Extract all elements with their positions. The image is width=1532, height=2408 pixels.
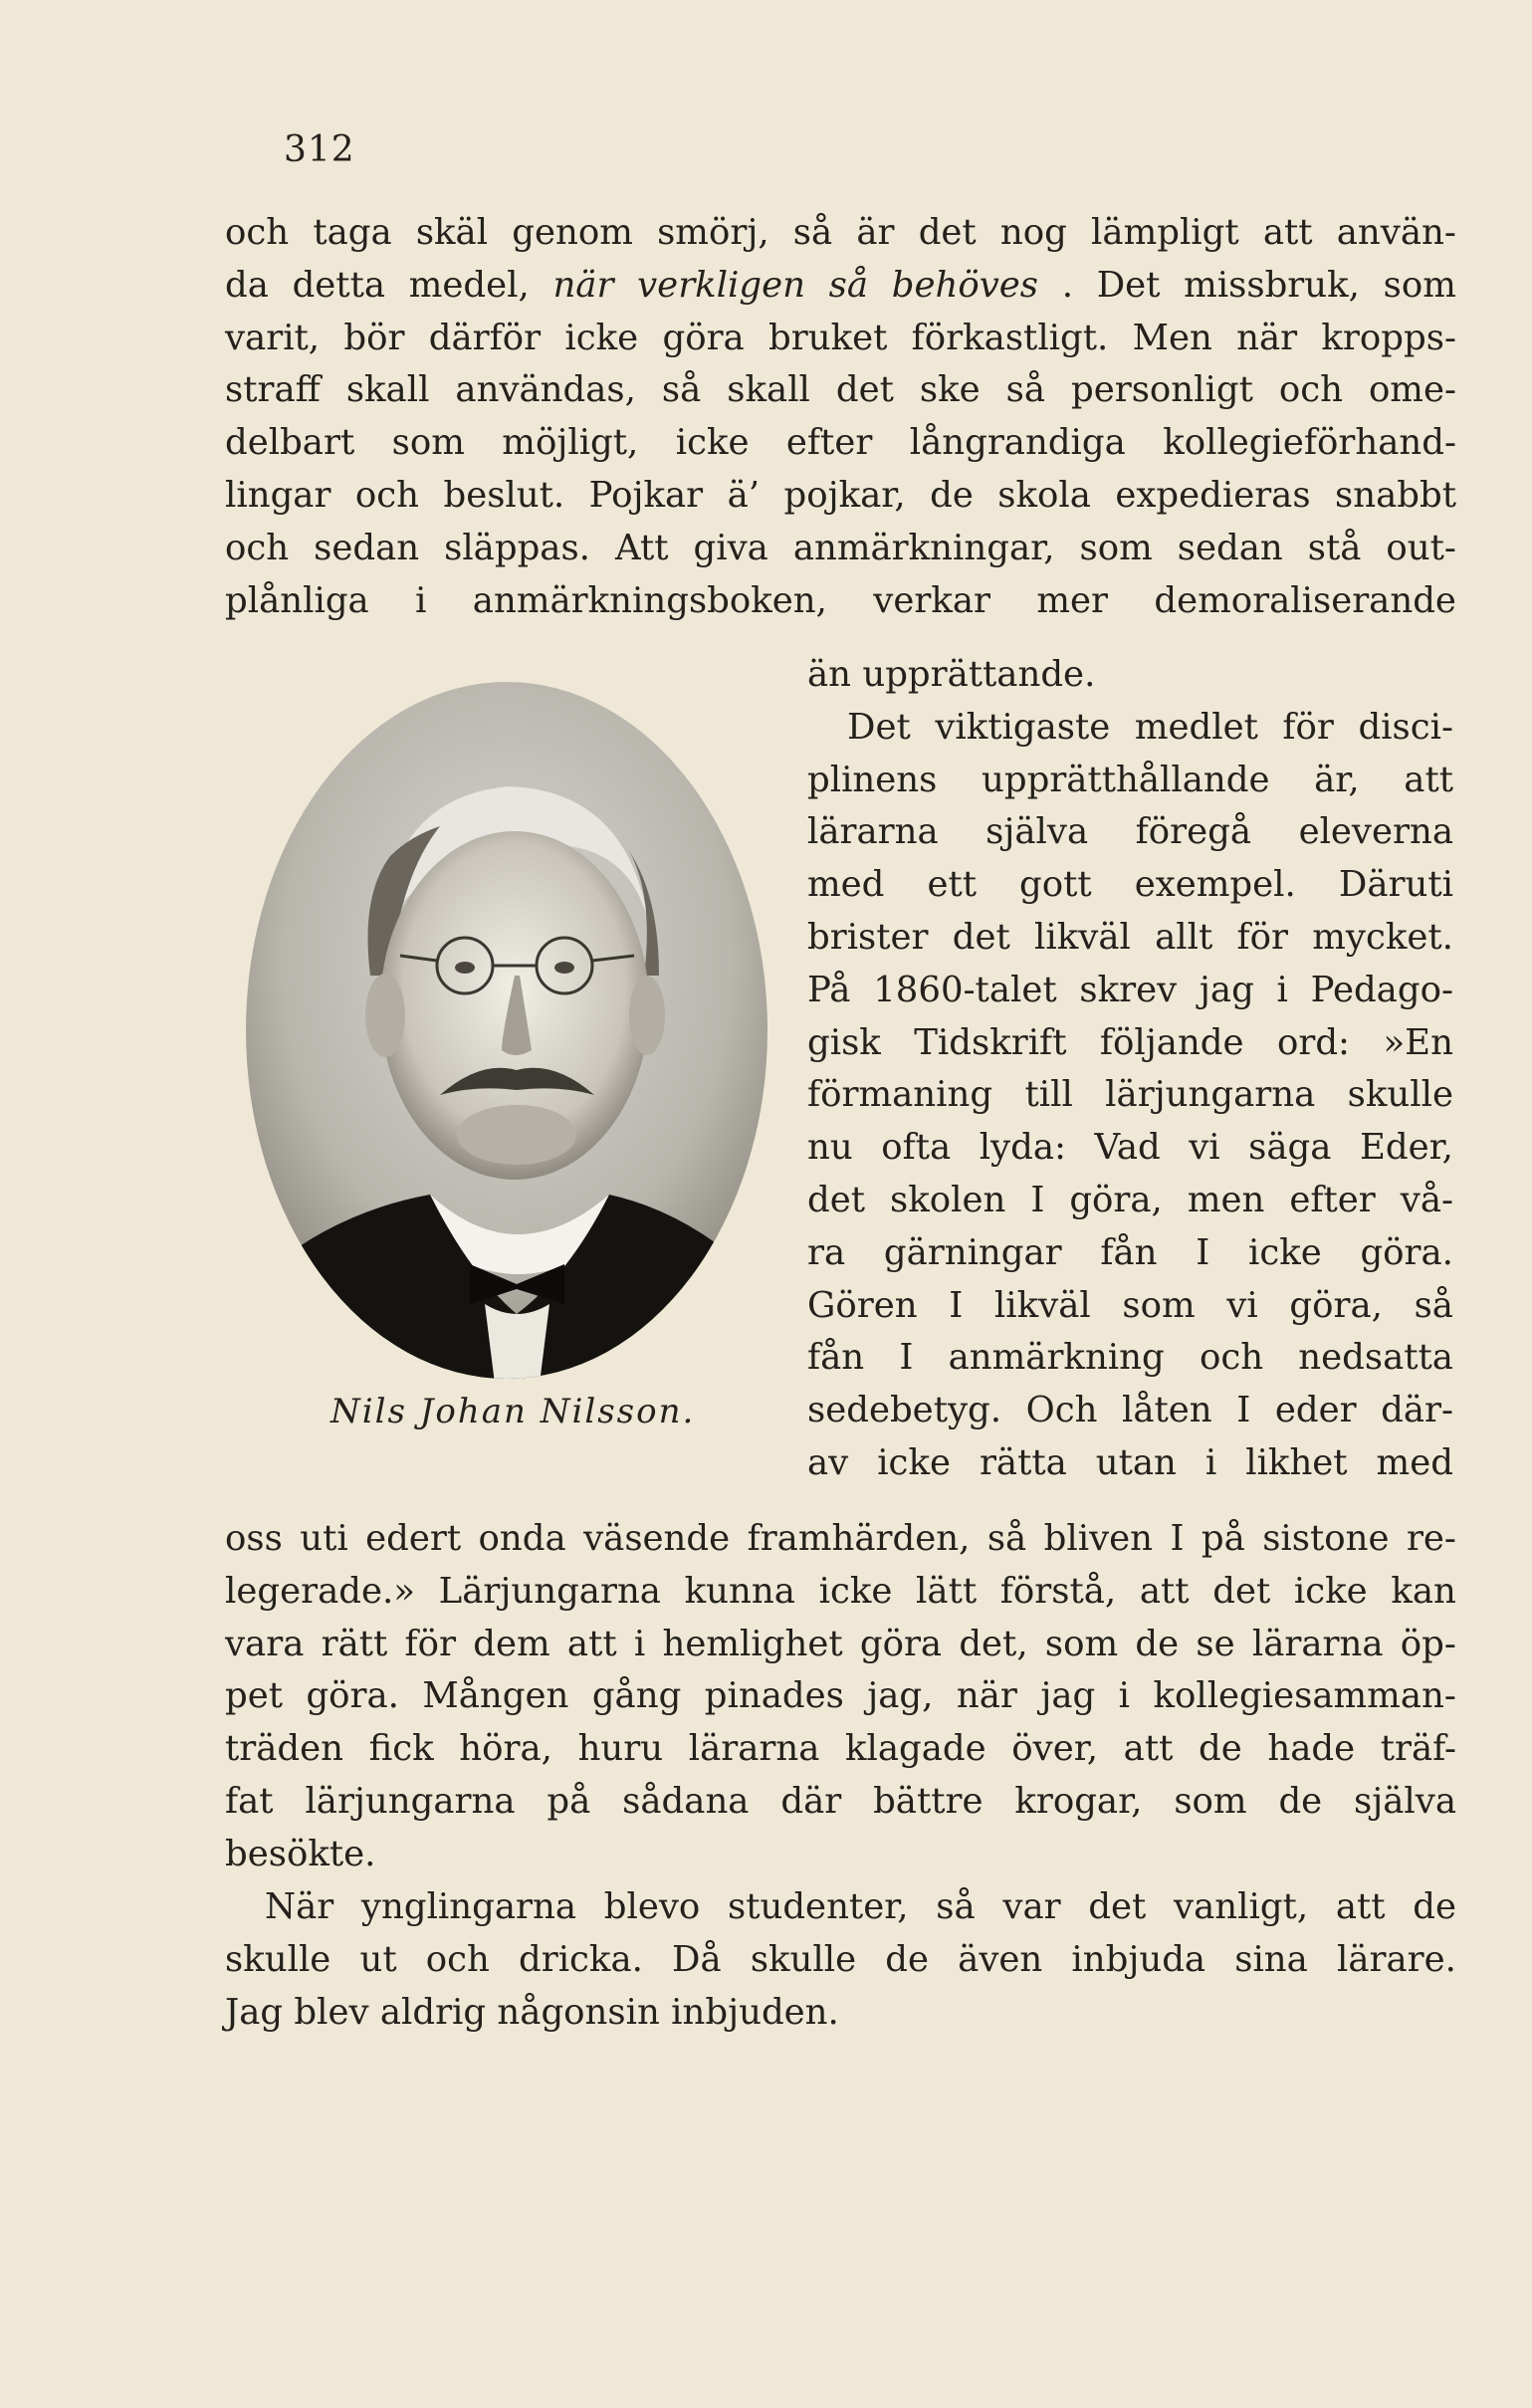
text-line: lärarna själva föregå eleverna — [807, 811, 1453, 853]
text-line: träden fick höra, huru lärarna klagade över, att de hade träf- — [225, 1728, 1456, 1770]
text-line: än upprättande. — [807, 654, 1096, 695]
text-line: delbart som möjligt, icke efter långrandiga kollegieförhand- — [225, 422, 1456, 464]
text-line: pet göra. Mången gång pinades jag, när jag i kollegiesamman- — [225, 1675, 1456, 1717]
text-line: plinens upprätthållande är, att — [807, 759, 1453, 800]
text-line: vara rätt för dem att i hemlighet göra det, som de se lärarna öp- — [225, 1623, 1456, 1664]
text-line: Jag blev aldrig någonsin inbjuden. — [225, 1991, 839, 2033]
text-line: besökte. — [225, 1833, 376, 1874]
portrait-photo — [241, 677, 773, 1384]
page-number: 312 — [284, 129, 355, 170]
text-line: Gören I likväl som vi göra, så — [807, 1284, 1453, 1326]
text-line: och taga skäl genom smörj, så är det nog lämpligt att använ- — [225, 212, 1456, 253]
text-line: fat lärjungarna på sådana där bättre krogar, som de själva — [225, 1781, 1456, 1822]
text-line: När ynglingarna blevo studenter, så var det vanligt, att de — [265, 1886, 1456, 1927]
text-line: På 1860-talet skrev jag i Pedago- — [807, 969, 1453, 1010]
text-line: brister det likväl allt för mycket. — [807, 917, 1453, 958]
text-line: nu ofta lyda: Vad vi säga Eder, — [807, 1127, 1453, 1169]
text-line: och sedan släppas. Att giva anmärkningar, som sedan stå out- — [225, 527, 1456, 568]
text-line: med ett gott exempel. Däruti — [807, 864, 1453, 906]
text-line: sedebetyg. Och låten I eder där- — [807, 1390, 1453, 1431]
text-line: Det viktigaste medlet för disci- — [847, 706, 1453, 748]
text-line: skulle ut och dricka. Då skulle de även inbjuda sina lärare. — [225, 1938, 1456, 1980]
text-line: da detta medel, när verkligen så behöves . Det missbruk, som — [225, 264, 1456, 306]
text-line: fån I anmärkning och nedsatta — [807, 1337, 1453, 1379]
text-line: gisk Tidskrift följande ord: »En — [807, 1021, 1453, 1063]
portrait-caption: Nils Johan Nilsson. — [330, 1392, 696, 1431]
text-line: plånliga i anmärkningsboken, verkar mer demoraliserande — [225, 579, 1456, 621]
text-line: straff skall användas, så skall det ske så personligt och ome- — [225, 369, 1456, 411]
text-line: legerade.» Lärjungarna kunna icke lätt förstå, att det icke kan — [225, 1570, 1456, 1612]
text-line: ra gärningar fån I icke göra. — [807, 1231, 1453, 1273]
text-line: oss uti edert onda väsende framhärden, så bliven I på sistone re- — [225, 1518, 1456, 1559]
text-line: förmaning till lärjungarna skulle — [807, 1074, 1453, 1116]
text-line: varit, bör därför icke göra bruket förkastligt. Men när kropps- — [225, 317, 1456, 358]
text-line: av icke rätta utan i likhet med — [807, 1442, 1453, 1483]
text-line: det skolen I göra, men efter vå- — [807, 1180, 1453, 1220]
text-line: lingar och beslut. Pojkar ä’ pojkar, de skola expedieras snabbt — [225, 475, 1456, 516]
